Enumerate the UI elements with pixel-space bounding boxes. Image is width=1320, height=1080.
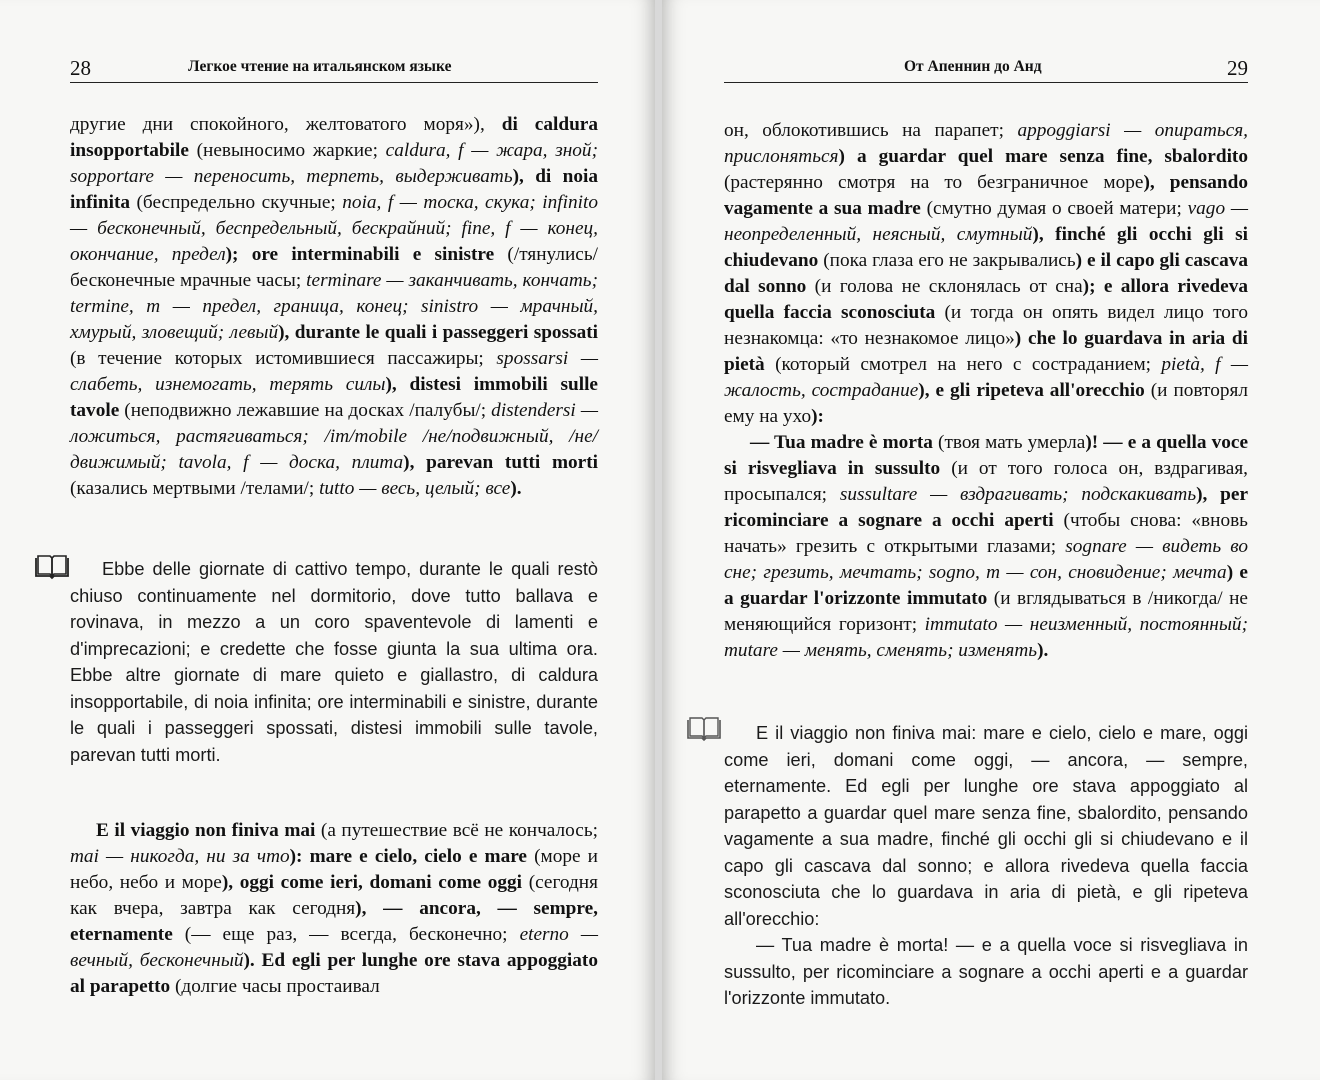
translation-text: (и повторял ему на ухо bbox=[724, 380, 1248, 427]
left-italian-block bbox=[70, 556, 598, 768]
book-icon bbox=[686, 716, 722, 742]
italian-phrase: ): mare e cielo, cielo e mare bbox=[289, 846, 527, 867]
translation-text: (долгие часы простаивал bbox=[170, 976, 380, 997]
italian-phrase: ), finché gli occhi gli si chiudevano bbox=[724, 224, 1248, 271]
right-header-title: От Апеннин до Анд bbox=[904, 58, 1042, 75]
translation-text: он, облокотившись на парапет; bbox=[724, 120, 1018, 141]
gloss-note: mai — никогда, ни за что bbox=[70, 846, 290, 867]
translation-text: (и тогда он опять видел лицо того незнакомца: «то незнакомое лицо» bbox=[724, 302, 1248, 349]
gloss-note: noia, f — тоска, скука; infinito — бесконечный, беспредельный, бескрайний; fine, f — конец, окончание, предел bbox=[70, 192, 598, 265]
left-page bbox=[0, 0, 655, 1080]
right-italian-block bbox=[724, 720, 1248, 1012]
gloss-note: pietà, f — жалость, сострадание bbox=[724, 354, 1249, 401]
right-italian-text-2: — Tua madre è morta! — e a quella voce si risvegliava in sussulto, per ricominciare a sognare a occhi aperti e a guardar l'orizzonte immutato. bbox=[724, 935, 1248, 1008]
translation-text: другие дни спокойного, желтоватого моря»), bbox=[70, 114, 502, 135]
book-icon bbox=[34, 554, 70, 580]
italian-phrase: ) che lo guardava in aria di pietà bbox=[724, 328, 1248, 375]
italian-phrase: ). bbox=[510, 478, 522, 499]
translation-text: (сегодня как вчера, завтра как сегодня bbox=[70, 872, 598, 919]
right-gloss-text-1 bbox=[724, 118, 1248, 430]
italian-phrase: ); e allora rivedeva quella faccia sconosciuta bbox=[724, 276, 1248, 323]
translation-text: (твоя мать умерла bbox=[932, 432, 1086, 453]
right-gloss-text-2 bbox=[724, 430, 1248, 664]
left-header-title: Легкое чтение на итальянском языке bbox=[188, 58, 452, 75]
left-page-number: 28 bbox=[70, 56, 91, 80]
gloss-note: sussultare — вздрагивать; подскакивать bbox=[839, 484, 1197, 505]
italian-phrase: ); ore interminabili e sinistre bbox=[225, 244, 495, 265]
italian-phrase: ), per ricominciare a sognare a occhi aperti bbox=[724, 484, 1248, 531]
left-gloss-text-1 bbox=[70, 112, 598, 502]
italian-phrase: — Tua madre è morta bbox=[750, 432, 933, 453]
gloss-note: sognare — видеть во сне; грезить, мечтать; sogno, m — сон, сновидение; мечта bbox=[724, 536, 1248, 583]
gloss-note: caldura, f — жара, зной; sopportare — переносить, терпеть, выдерживать bbox=[70, 140, 598, 187]
translation-text: (смутно думая о своей матери; bbox=[920, 198, 1188, 219]
right-italian-text-1: E il viaggio non finiva mai: mare e cielo, cielo e mare, oggi come ieri, domani come oggi, — ancora, — sempre, eternamente. Ed egli per lunghe ore stava appoggiato al parapetto a guardar quel mare senza fine, sbalordito, pensando vagamente a sua madre, finché gli occhi gli si chiudevano e il capo gli cascava dal sonno; e allora rivedeva quella faccia sconosciuta che lo guardava in aria di pietà, e gli ripeteva all'orecchio: bbox=[724, 723, 1248, 929]
italian-phrase: ) e il capo gli cascava dal sonno bbox=[724, 250, 1248, 297]
italian-phrase: ), oggi come ieri, domani come oggi bbox=[221, 872, 523, 893]
right-gloss-paragraph-1 bbox=[724, 118, 1248, 664]
translation-text: (растерянно смотря на то безграничное море bbox=[724, 172, 1144, 193]
gloss-note: appoggiarsi — опираться, прислоняться bbox=[724, 120, 1248, 167]
gloss-note: terminare — заканчивать, кончать; termine, m — предел, граница, конец; sinistro — мрачный, хмурый, зловещий; левый bbox=[70, 270, 598, 343]
translation-text: (море и небо, небо и море bbox=[70, 846, 598, 893]
italian-phrase: ), parevan tutti morti bbox=[403, 452, 598, 473]
gloss-note: vago — неопределенный, неясный, смутный bbox=[724, 198, 1248, 245]
translation-text: (и голова не склонялась от сна bbox=[806, 276, 1083, 297]
gloss-note: distendersi — ложиться, растягиваться; /im/mobile /не/подвижный, /не/движимый; tavola, f — доска, плита bbox=[70, 400, 598, 473]
right-running-header bbox=[724, 56, 1248, 83]
left-gloss-paragraph-1 bbox=[70, 112, 598, 502]
gloss-note: spossarsi — слабеть, изнемогать, терять силы bbox=[70, 348, 598, 395]
italian-phrase: E il viaggio non finiva mai bbox=[96, 820, 316, 841]
italian-phrase: ). bbox=[1037, 640, 1049, 661]
translation-text: (и от того голоса он, вздрагивая, просыпался; bbox=[724, 458, 1249, 505]
gloss-note: immutato — неизменный, постоянный; mutare — менять, сменять; изменять bbox=[724, 614, 1248, 661]
italian-phrase: ), pensando vagamente a sua madre bbox=[724, 172, 1248, 219]
translation-text: (/тянулись/ бесконечные мрачные часы; bbox=[70, 244, 598, 291]
left-gloss-paragraph-2 bbox=[70, 818, 598, 1000]
translation-text: (казались мертвыми /телами/; bbox=[70, 478, 320, 499]
italian-phrase: ): bbox=[811, 406, 824, 427]
translation-text: (беспредельно скучные; bbox=[130, 192, 343, 213]
gloss-note: tutto — весь, целый; все bbox=[319, 478, 511, 499]
italian-phrase: ). Ed egli per lunghe ore stava appoggiato al parapetto bbox=[70, 950, 598, 997]
italian-phrase: ) a guardar quel mare senza fine, sbalordito bbox=[838, 146, 1248, 167]
italian-phrase: )! — e a quella voce si risvegliava in sussulto bbox=[724, 432, 1248, 479]
left-gloss-text-2 bbox=[70, 818, 598, 1000]
translation-text: (— еще раз, — всегда, бесконечно; bbox=[172, 924, 520, 945]
left-italian-text: Ebbe delle giornate di cattivo tempo, durante le quali restò chiuso continuamente nel dormitorio, dove tutto ballava e rovinava, in mezzo a un coro spaventevole di lamenti e d'imprecazioni; e credette che fosse giunta la sua ultima ora. Ebbe altre giornate di mare quieto e giallastro, di caldura insopportabile, di noia infinita; ore interminabili e sinistre, durante le quali i passeggeri spossati, distesi immobili sulle tavole, parevan tutti morti. bbox=[70, 559, 598, 765]
right-page bbox=[662, 0, 1320, 1080]
italian-phrase: ), di noia infinita bbox=[70, 166, 598, 213]
translation-text: (неподвижно лежавшие на досках /палубы/; bbox=[119, 400, 492, 421]
left-running-header bbox=[70, 56, 598, 83]
translation-text: (невыносимо жаркие; bbox=[188, 140, 386, 161]
translation-text: (который смотрел на него с состраданием; bbox=[764, 354, 1162, 375]
italian-phrase: ), distesi immobili sulle tavole bbox=[70, 374, 598, 421]
translation-text: (и вглядываться в /никогда/ не меняющийся горизонт; bbox=[724, 588, 1248, 635]
translation-text: (в течение которых истомившиеся пассажиры; bbox=[70, 348, 497, 369]
right-page-number: 29 bbox=[1227, 56, 1248, 80]
translation-text: (а путешествие всё не кончалось; bbox=[315, 820, 598, 841]
italian-phrase: di caldura insopportabile bbox=[70, 114, 598, 161]
italian-phrase: ) e a guardar l'orizzonte immutato bbox=[724, 562, 1248, 609]
gloss-note: eterno — вечный, бесконечный bbox=[70, 924, 598, 971]
italian-phrase: ), — ancora, — sempre, eternamente bbox=[70, 898, 598, 945]
translation-text: (чтобы снова: «вновь начать» грезить с открытыми глазами; bbox=[724, 510, 1248, 557]
italian-phrase: ), e gli ripeteva all'orecchio bbox=[918, 380, 1145, 401]
italian-phrase: ), durante le quali i passeggeri spossati bbox=[278, 322, 598, 343]
translation-text: (пока глаза его не закрывались bbox=[818, 250, 1076, 271]
